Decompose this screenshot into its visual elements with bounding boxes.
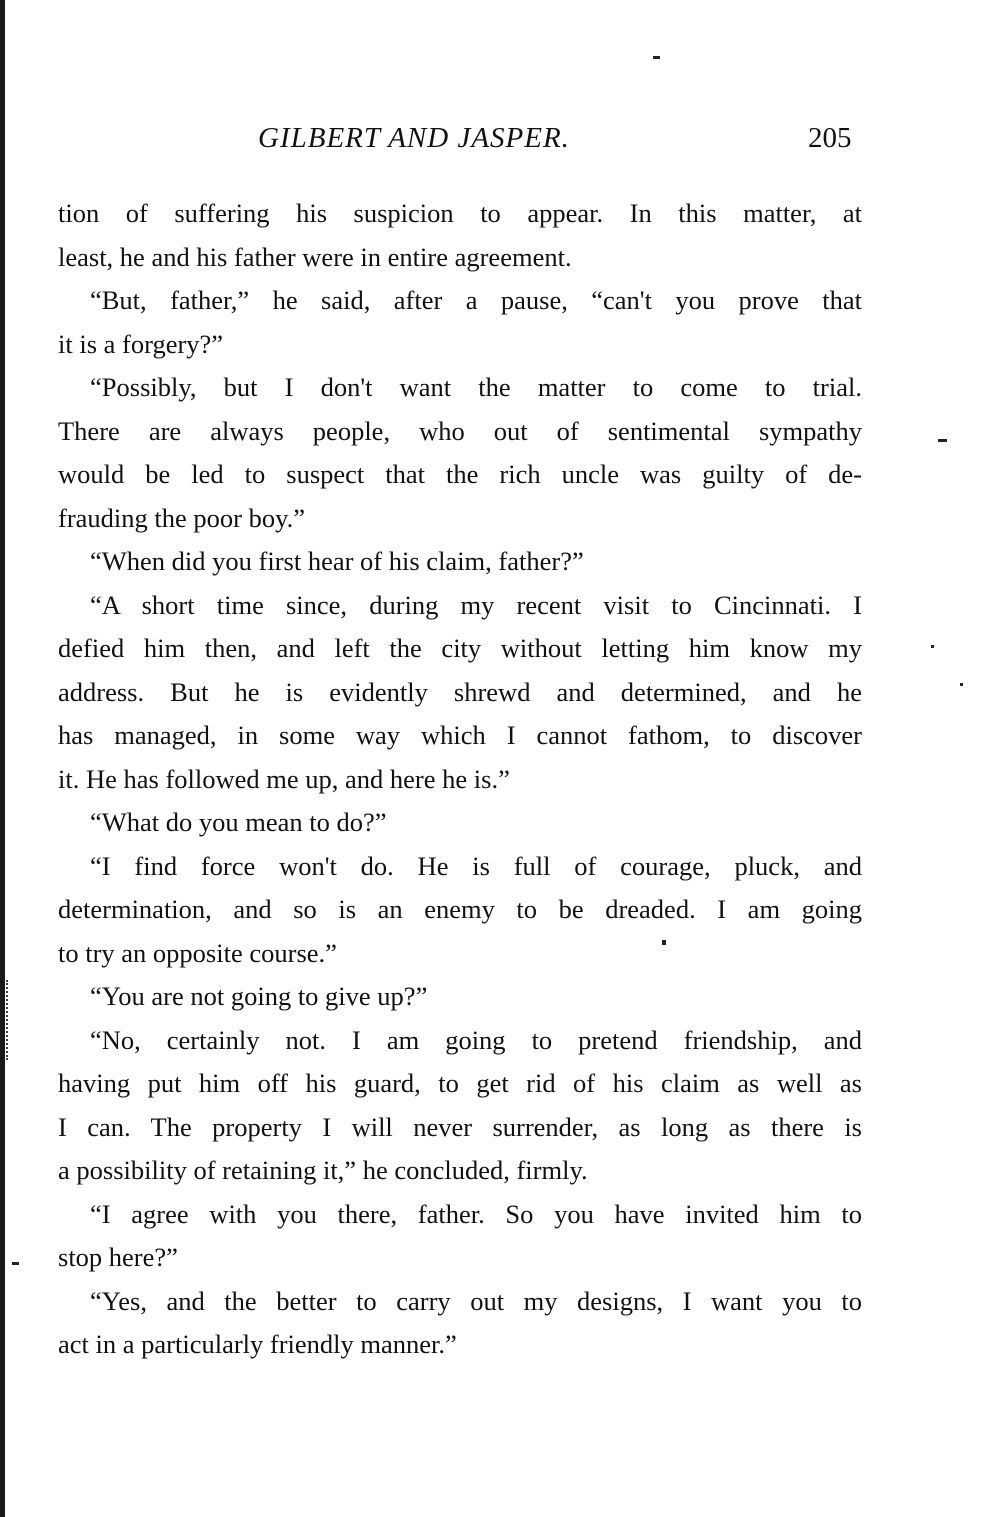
page-number: 205 [808,122,852,154]
text-line: “Possibly, but I don't want the matter to come to trial. [90,372,862,402]
ink-speck [938,439,947,442]
text-line: “When did you first hear of his claim, father?” [90,546,584,576]
binding-edge [0,0,5,1517]
text-line: frauding the poor boy.” [58,502,306,533]
text-line: “I find force won't do. He is full of courage, pluck, and [90,850,862,881]
text-line: would be led to suspect that the rich uncle was guilty of de- [58,459,862,489]
text-line: “I agree with you there, father. So you have invited him to [90,1198,862,1229]
text-line: tion of suffering his suspicion to appear. In this matter, at [58,198,862,228]
text-line: a possibility of retaining it,” he concluded, firmly. [58,1155,588,1185]
text-line: defied him then, and left the city without letting him know my [58,633,862,663]
text-line: “No, certainly not. I am going to pretend friendship, and [90,1024,862,1055]
text-line: has managed, in some way which I cannot fathom, to discover [58,720,862,750]
ink-speck [931,645,934,648]
text-line: “What do you mean to do?” [90,807,387,837]
text-line: to try an opposite course.” [58,937,337,968]
text-line: least, he and his father were in entire agreement. [58,241,572,272]
text-line: There are always people, who out of sentimental sympathy [58,415,862,446]
running-head [0,122,988,166]
text-line: “A short time since, during my recent visit to Cincinnati. I [90,589,862,620]
text-line: “But, father,” he said, after a pause, “can't you prove that [90,285,862,315]
ink-speck [653,56,660,59]
text-line: “You are not going to give up?” [90,981,428,1011]
body-text [58,192,862,1367]
text-line: stop here?” [58,1242,178,1272]
text-line: “Yes, and the better to carry out my designs, I want you to [90,1285,862,1316]
text-line: it. He has followed me up, and here he is.” [58,763,510,794]
running-title: GILBERT AND JASPER. [258,122,570,154]
text-line: address. But he is evidently shrewd and determined, and he [58,676,862,707]
text-line: it is a forgery?” [58,328,224,359]
text-line: having put him off his guard, to get rid of his claim as well as [58,1068,862,1098]
ink-speck [960,683,963,686]
gutter-marks [6,980,10,1060]
ink-speck [12,1262,19,1265]
text-line: determination, and so is an enemy to be dreaded. I am going [58,894,862,924]
text-line: act in a particularly friendly manner.” [58,1329,457,1359]
text-line: I can. The property I will never surrender, as long as there is [58,1111,862,1142]
